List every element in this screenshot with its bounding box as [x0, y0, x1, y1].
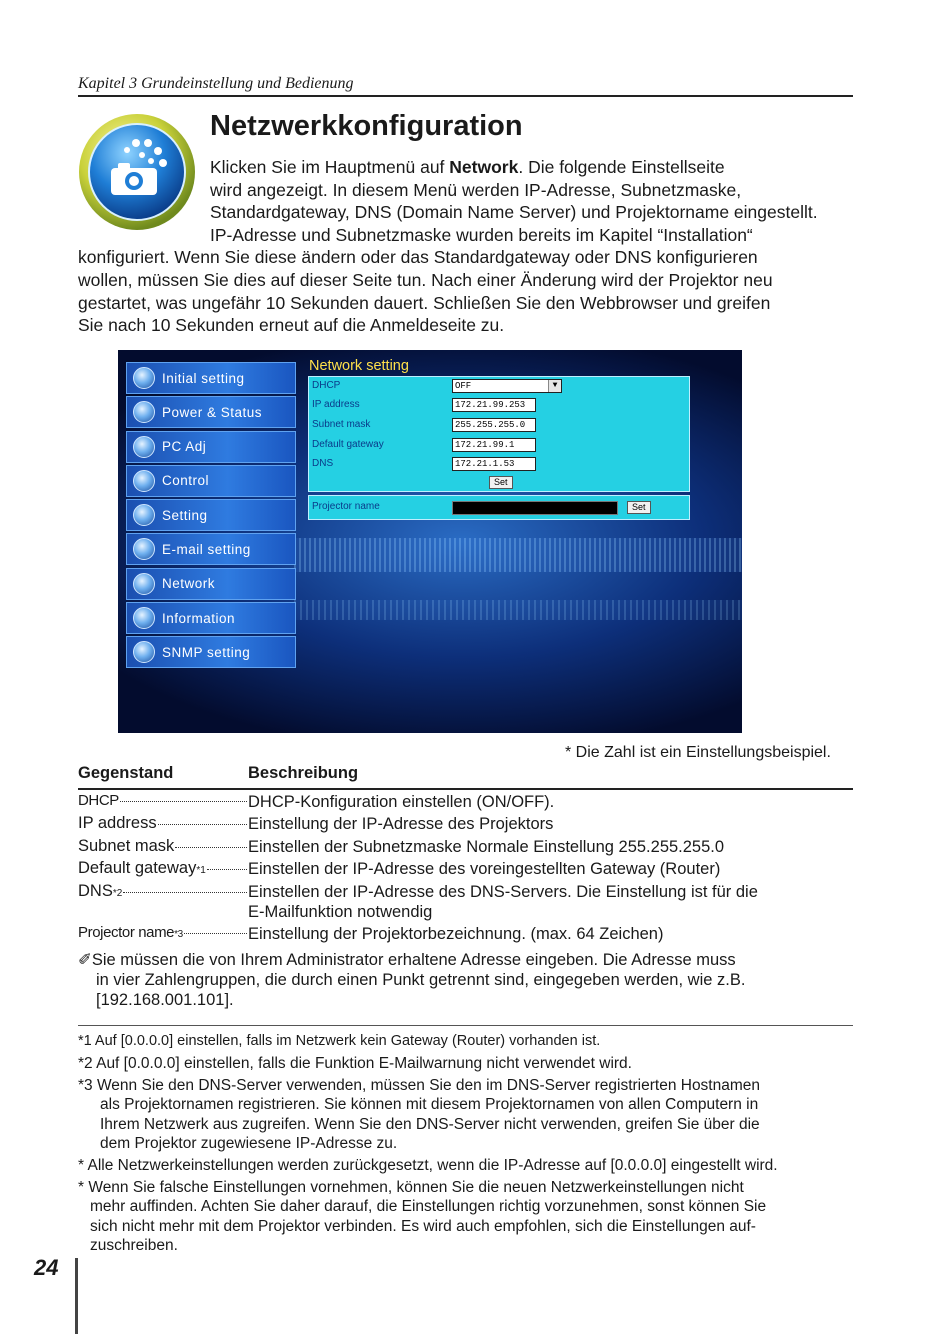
page-number: 24 — [34, 1255, 59, 1280]
network-keyword: Network — [449, 157, 519, 177]
table-header — [78, 764, 853, 790]
menu-item-email-setting[interactable]: E-mail setting — [126, 533, 296, 565]
table-row: DHCP DHCP-Konfiguration einstellen (ON/OFF). — [78, 792, 555, 811]
default-gateway-label: Default gateway — [312, 439, 384, 450]
menu-bullet-icon — [133, 573, 155, 595]
menu-item-pc-adj[interactable]: PC Adj — [126, 431, 296, 463]
table-row: IP address Einstellung der IP-Adresse des Projektors — [78, 814, 554, 834]
set-button[interactable]: Set — [489, 476, 513, 489]
table-row: DNS *2 Einstellen der IP-Adresse des DNS-Servers. Die Einstellung ist für die E-Mailfunktion notwendig — [78, 881, 758, 921]
decorative-band — [294, 600, 742, 620]
page-title: Netzwerkkonfiguration — [210, 110, 523, 142]
menu-bullet-icon — [133, 607, 155, 629]
subnet-mask-label: Subnet mask — [312, 419, 371, 430]
menu-item-setting[interactable]: Setting — [126, 499, 296, 531]
projector-name-form — [308, 495, 690, 520]
menu-bullet-icon — [133, 538, 155, 560]
footnote-1: *1 Auf [0.0.0.0] einstellen, falls im Netzwerk kein Gateway (Router) vorhanden ist. — [78, 1033, 601, 1049]
table-row: Projector name *3 Einstellung der Projektorbezeichnung. (max. 64 Zeichen) — [78, 923, 664, 943]
subnet-mask-input[interactable]: 255.255.255.0 — [452, 418, 536, 432]
footnote-3: *3 Wenn Sie den DNS-Server verwenden, müssen Sie den im DNS-Server registrierten Hostnamen als Projektornamen registrieren. Sie können mit diesem Projektornamen von allen Computern in Ihrem Netzwerk aus zugreifen. Wenn Sie den DNS-Server nicht verwenden, greifen Sie über die dem Projektor zugewiesene IP-Adresse zu. — [78, 1076, 761, 1153]
ip-address-input[interactable]: 172.21.99.253 — [452, 398, 536, 412]
dhcp-label: DHCP — [312, 380, 341, 391]
menu-item-control[interactable]: Control — [126, 465, 296, 497]
projector-name-input[interactable] — [452, 501, 618, 515]
menu-item-snmp-setting[interactable]: SNMP setting — [126, 636, 296, 668]
footnotes — [78, 1032, 858, 1258]
column-header-description: Beschreibung — [248, 764, 359, 782]
menu-bullet-icon — [133, 504, 155, 526]
chapter-header: Kapitel 3 Grundeinstellung und Bedienung — [78, 75, 853, 97]
dns-label: DNS — [312, 458, 334, 469]
footnote-divider — [78, 1025, 853, 1026]
web-menu — [126, 362, 296, 671]
table-row: Default gateway *1 Einstellen der IP-Adresse des voreingestellten Gateway (Router) — [78, 859, 721, 879]
menu-item-power-status[interactable]: Power & Status — [126, 396, 296, 428]
settings-table — [78, 792, 868, 946]
footnote-5: * Wenn Sie falsche Einstellungen vornehmen, können Sie die neuen Netzwerkeinstellungen nicht mehr auffinden. Achten Sie daher darauf, die Einstellungen richtig vorzunehmen, sonst können Sie sich nicht mehr mit dem Projektor verbinden. Es wird auch empfohlen, sich die Einstellungen auf- zuschreiben. — [78, 1178, 767, 1255]
projector-name-set-button[interactable]: Set — [627, 501, 651, 514]
column-header-item: Gegenstand — [78, 764, 174, 782]
network-setting-form — [308, 376, 690, 492]
menu-bullet-icon — [133, 641, 155, 663]
ip-address-label: IP address — [312, 399, 360, 410]
network-setting-title: Network setting — [309, 358, 409, 374]
pencil-note-icon: ✐ — [78, 951, 92, 969]
example-note: * Die Zahl ist ein Einstellungsbeispiel. — [565, 744, 831, 761]
menu-item-network[interactable]: Network — [126, 568, 296, 600]
menu-item-initial-setting[interactable]: Initial setting — [126, 362, 296, 394]
network-setting-screenshot — [118, 350, 742, 733]
dhcp-select[interactable]: OFF ▼ — [452, 379, 562, 393]
default-gateway-input[interactable]: 172.21.99.1 — [452, 438, 536, 452]
menu-bullet-icon — [133, 367, 155, 389]
menu-bullet-icon — [133, 470, 155, 492]
decorative-band — [294, 538, 742, 572]
page-margin-bar — [75, 1258, 78, 1334]
intro-text: Klicken Sie im Hauptmenü auf Network. Die folgende Einstellseite wird angezeigt. In diesem Menü werden IP-Adresse, Subnetzmaske, Standardgateway, DNS (Domain Name Server) und Projektorname eingestellt. IP-Adresse und Subnetzmaske wurden bereits im Kapitel “Installation“ konfiguriert. Wenn Sie diese ändern oder das Standardgateway oder DNS konfigurieren wollen, müssen Sie dies auf dieser Seite tun. Nach einer Änderung wird der Projektor neu gestartet, was ungefähr 10 Sekunden dauert. Schließen Sie den Webbrowser und greifen Sie nach 10 Sekunden erneut auf die Anmeldeseite zu. — [78, 157, 818, 336]
table-row: Subnet mask Einstellen der Subnetzmaske Normale Einstellung 255.255.255.0 — [78, 836, 725, 856]
menu-bullet-icon — [133, 401, 155, 423]
menu-bullet-icon — [133, 436, 155, 458]
dns-input[interactable]: 172.21.1.53 — [452, 457, 536, 471]
projector-name-label: Projector name — [312, 501, 380, 512]
footnote-4: * Alle Netzwerkeinstellungen werden zurückgesetzt, wenn die IP-Adresse auf [0.0.0.0] eingestellt wird. — [78, 1156, 778, 1174]
memo-note: ✐Sie müssen die von Ihrem Administrator erhaltene Adresse eingeben. Die Adresse muss in vier Zahlengruppen, die durch einen Punkt getrennt sind, eingegeben werden, wie z.B. [192.168.001.101]. — [78, 951, 746, 1009]
menu-item-information[interactable]: Information — [126, 602, 296, 634]
chevron-down-icon: ▼ — [548, 380, 561, 392]
footnote-2: *2 Auf [0.0.0.0] einstellen, falls die Funktion E-Mailwarnung nicht verwendet wird. — [78, 1054, 632, 1072]
